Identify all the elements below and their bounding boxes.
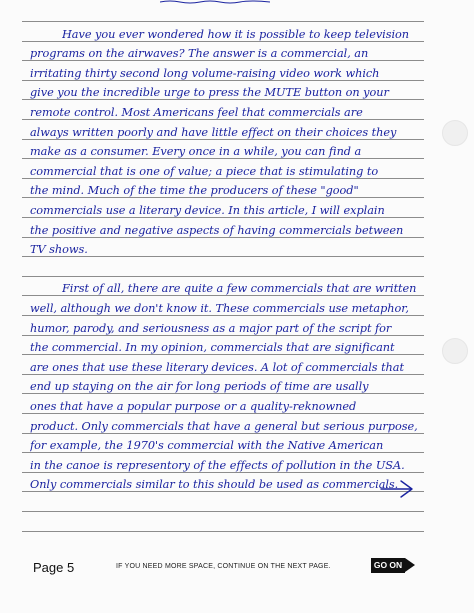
handwritten-line: always written poorly and have little effect on their choices they bbox=[30, 125, 397, 139]
ruled-line bbox=[22, 276, 424, 277]
handwritten-line: commercials use a literary device. In this article, I will explain bbox=[30, 204, 385, 217]
ruled-line bbox=[22, 21, 424, 22]
handwritten-line: First of all, there are quite a few commercials that are written bbox=[62, 282, 417, 296]
continue-instruction: IF YOU NEED MORE SPACE, CONTINUE ON THE NEXT PAGE. bbox=[116, 563, 331, 570]
handwritten-line: remote control. Most Americans feel that commercials are bbox=[30, 106, 363, 119]
handwritten-line: give you the incredible urge to press the MUTE button on your bbox=[30, 86, 389, 100]
handwritten-line: end up staying on the air for long periods of time are usally bbox=[30, 380, 369, 394]
handwritten-line: the mind. Much of the time the producers of these "good" bbox=[30, 184, 359, 198]
handwritten-line: the positive and negative aspects of having commercials between bbox=[30, 223, 404, 237]
handwritten-line: the commercial. In my opinion, commercials that are significant bbox=[30, 341, 395, 355]
handwritten-line: product. Only commercials that have a general but serious purpose, bbox=[30, 419, 418, 433]
ruled-line bbox=[22, 531, 424, 532]
handwritten-line: Only commercials similar to this should be used as commercials. bbox=[30, 478, 399, 492]
handwritten-line: for example, the 1970's commercial with the Native American bbox=[30, 439, 384, 453]
handwritten-line: commercial that is one of value; a piece that is stimulating to bbox=[30, 164, 379, 178]
handwritten-line: TV shows. bbox=[30, 243, 88, 257]
handwritten-line: in the canoe is representory of the effects of pollution in the USA. bbox=[30, 458, 405, 472]
go-on-badge bbox=[371, 558, 417, 573]
handwritten-line: well, although we don't know it. These commercials use metaphor, bbox=[30, 302, 409, 315]
go-on-label: GO ON bbox=[371, 558, 405, 573]
lined-writing-area bbox=[22, 0, 448, 545]
ruled-line bbox=[22, 511, 424, 512]
handwritten-line: humor, parody, and seriousness as a major part of the script for bbox=[30, 321, 392, 335]
handwritten-line: are ones that use these literary devices. A lot of commercials that bbox=[30, 360, 404, 374]
right-arrow-icon bbox=[379, 478, 415, 500]
handwritten-line: programs on the airwaves? The answer is a commercial, an bbox=[30, 47, 369, 61]
page-number: Page 5 bbox=[33, 560, 75, 575]
handwritten-line: Have you ever wondered how it is possible to keep television bbox=[62, 27, 410, 41]
go-on-arrow-icon bbox=[405, 558, 415, 572]
handwritten-line: ones that have a popular purpose or a quality-reknowned bbox=[30, 400, 357, 413]
handwritten-line: irritating thirty second long volume-raising video work which bbox=[30, 66, 380, 80]
handwritten-line: make as a consumer. Every once in a while, you can find a bbox=[30, 145, 362, 159]
